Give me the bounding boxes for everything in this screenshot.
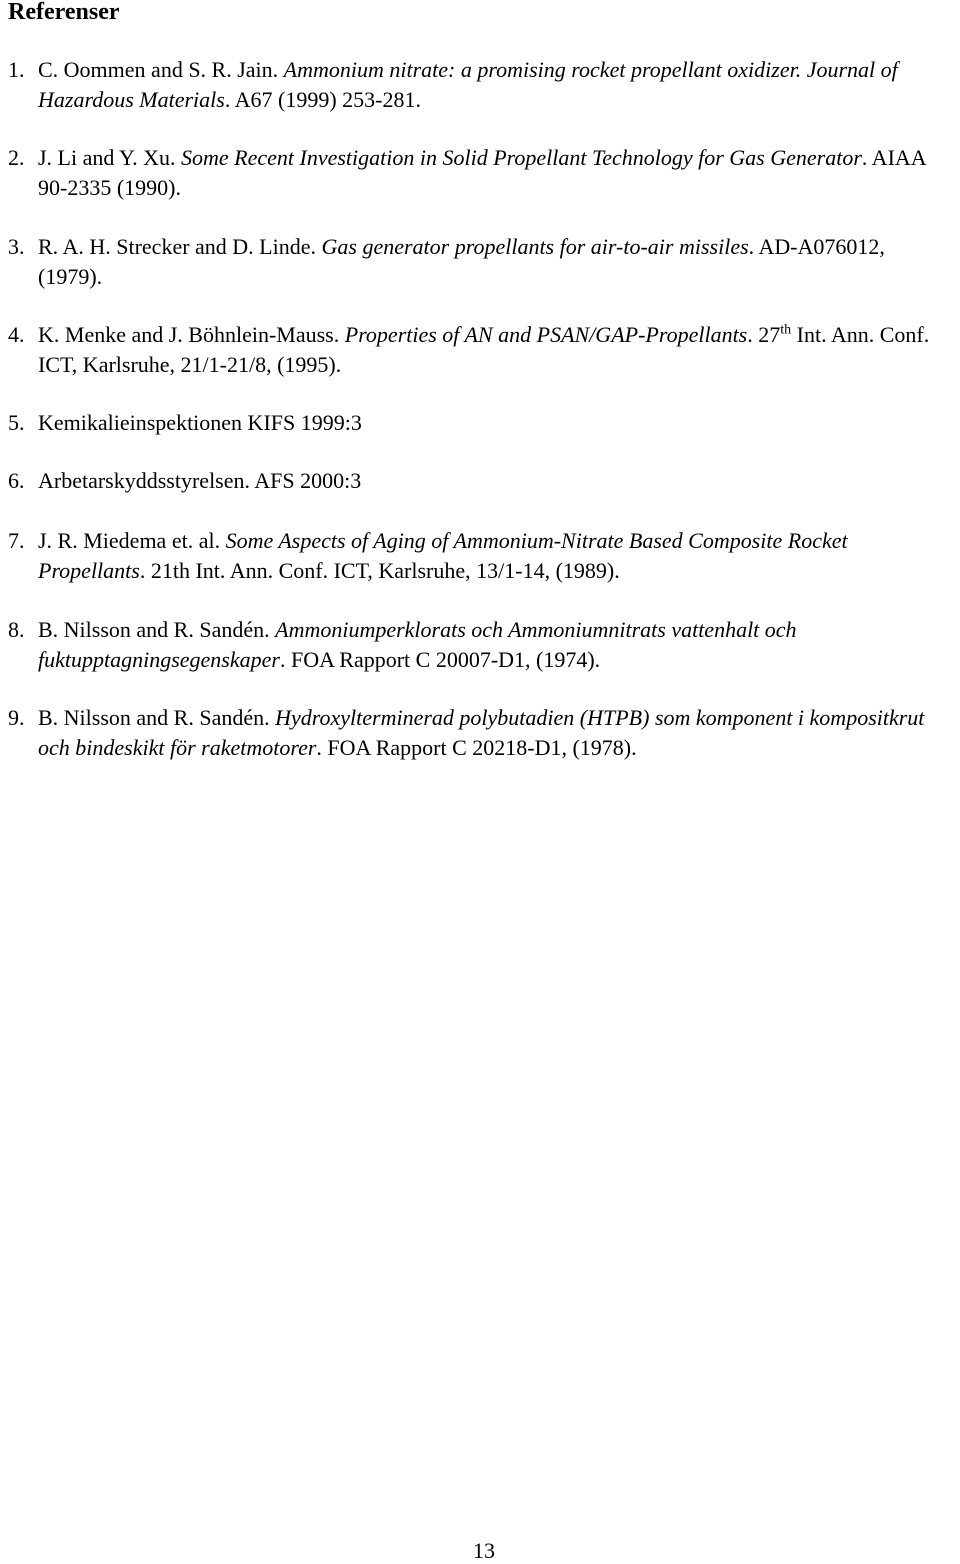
reference-item [0,55,946,115]
reference-authors: R. A. H. Strecker and D. Linde. [38,234,322,259]
reference-title: Ammoniumperklorats och Ammoniumnitrats vattenhalt och fuktupptagningsegenskaper [38,617,797,672]
reference-source: Int. Ann. Conf. ICT, Karlsruhe, 21/1-21/8, (1995). [38,322,930,377]
reference-authors: B. Nilsson and R. Sandén. [38,617,276,642]
reference-title: Some Aspects of Aging of Ammonium-Nitrate Based Composite Rocket Propellants [38,528,848,583]
reference-item [0,703,946,763]
reference-text [38,703,946,763]
reference-source: . A67 (1999) 253-281. [224,87,421,112]
reference-item [0,526,946,586]
reference-item [0,615,946,675]
reference-text [38,320,946,380]
reference-item [0,320,946,380]
reference-number: 5. [8,410,25,435]
reference-number: 9. [8,705,25,730]
reference-title: Hydroxylterminerad polybutadien (HTPB) som komponent i kompositkrut och bindeskikt för raketmotorer [38,705,925,760]
reference-text [38,55,946,115]
reference-item [0,408,946,438]
reference-item [0,143,946,203]
reference-text: Kemikalieinspektionen KIFS 1999:3 [38,410,362,435]
reference-source: . AIAA 90-2335 (1990). [38,145,926,200]
reference-source: . 21th Int. Ann. Conf. ICT, Karlsruhe, 13/1-14, (1989). [139,558,620,583]
reference-title: Properties of AN and PSAN/GAP-Propellants [344,322,748,347]
reference-authors: J. Li and Y. Xu. [38,145,181,170]
page-number: 13 [473,1538,495,1563]
reference-number: 2. [8,145,25,170]
reference-number: 7. [8,528,25,553]
reference-authors: K. Menke and J. Böhnlein-Mauss. [38,322,345,347]
section-heading: Referenser [8,0,120,25]
reference-text: Arbetarskyddsstyrelsen. AFS 2000:3 [38,468,362,493]
reference-text [38,615,946,675]
reference-edition: . 27 [747,322,781,347]
reference-authors: J. R. Miedema et. al. [38,528,226,553]
reference-source: . AD-A076012, (1979). [38,234,885,289]
reference-number: 3. [8,234,25,259]
reference-source: . FOA Rapport C 20218-D1, (1978). [316,735,637,760]
reference-number: 8. [8,617,25,642]
reference-authors: B. Nilsson and R. Sandén. [38,705,276,730]
reference-title: Some Recent Investigation in Solid Propellant Technology for Gas Generator [181,145,862,170]
reference-number: 4. [8,322,25,347]
reference-number: 1. [8,57,25,82]
reference-source: . FOA Rapport C 20007-D1, (1974). [279,647,601,672]
reference-superscript: th [780,322,792,338]
reference-text [38,232,946,292]
reference-title: Ammonium nitrate: a promising rocket propellant oxidizer. Journal of Hazardous Materials [38,57,898,112]
reference-text [38,526,946,586]
reference-authors: C. Oommen and S. R. Jain. [38,57,284,82]
reference-title: Gas generator propellants for air-to-air missiles [321,234,749,259]
reference-item [0,466,946,496]
reference-item [0,232,946,292]
reference-text [38,143,946,203]
reference-number: 6. [8,468,25,493]
